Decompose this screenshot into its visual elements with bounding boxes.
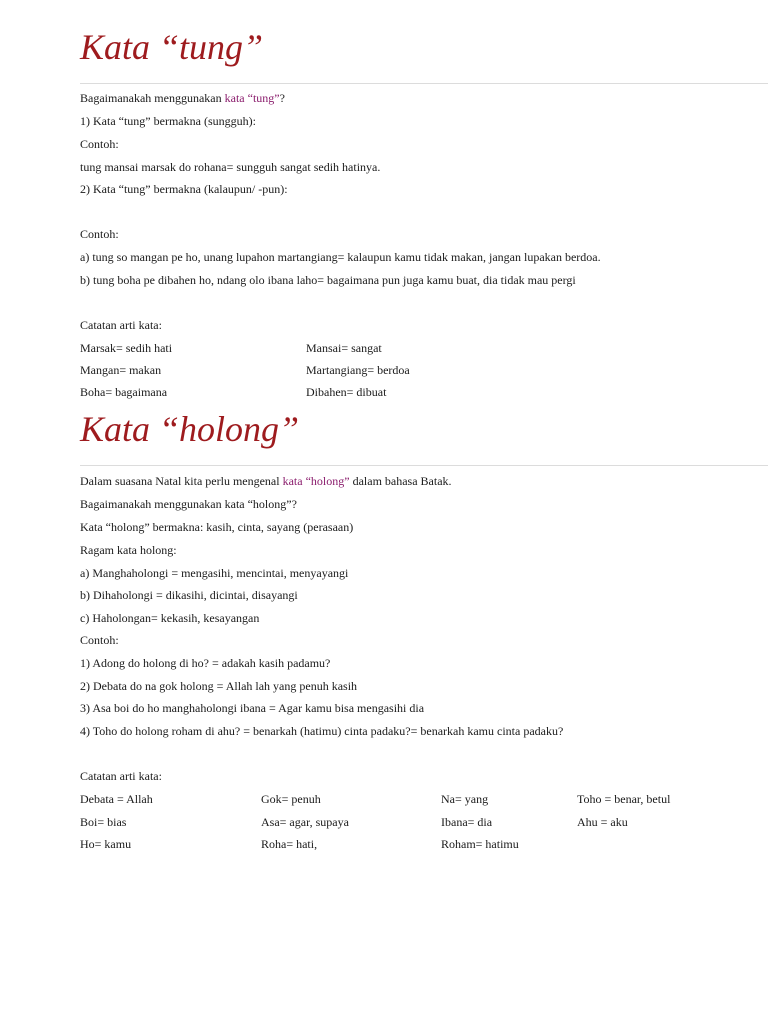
glossary-term: Dibahen= dibuat bbox=[306, 385, 387, 399]
meaning-kalaupun: 2) Kata “tung” bermakna (kalaupun/ -pun): bbox=[80, 182, 288, 196]
intro-holong bbox=[80, 474, 452, 488]
section-title-tung: Kata “tung” bbox=[80, 27, 264, 67]
question-holong: Bagaimanakah menggunakan kata “holong”? bbox=[80, 497, 297, 511]
glossary-term: Ahu = aku bbox=[577, 815, 628, 829]
glossary-term: Toho = benar, betul bbox=[577, 792, 671, 806]
section-title-holong: Kata “holong” bbox=[80, 409, 300, 449]
example-2: 2) Debata do na gok holong = Allah lah yang penuh kasih bbox=[80, 679, 358, 693]
glossary-term: Asa= agar, supaya bbox=[261, 815, 349, 829]
intro-text-end: dalam bahasa Batak. bbox=[349, 474, 452, 488]
glossary-term: Debata = Allah bbox=[80, 792, 153, 806]
contoh-label: Contoh: bbox=[80, 137, 119, 151]
example-3: 3) Asa boi do ho manghaholongi ibana = Agar kamu bisa mengasihi dia bbox=[80, 701, 425, 715]
meaning-holong: Kata “holong” bermakna: kasih, cinta, sayang (perasaan) bbox=[80, 520, 354, 534]
question-tung bbox=[80, 91, 285, 105]
glossary-term: Roha= hati, bbox=[261, 837, 318, 851]
example-a: a) tung so mangan pe ho, unang lupahon martangiang= kalaupun kamu tidak makan, jangan lupakan berdoa. bbox=[80, 250, 601, 264]
ragam-b: b) Dihaholongi = dikasihi, dicintai, disayangi bbox=[80, 588, 298, 602]
glossary-term: Roham= hatimu bbox=[441, 837, 519, 851]
glossary-term: Na= yang bbox=[441, 792, 489, 806]
glossary-term: Mansai= sangat bbox=[306, 341, 382, 355]
example-4: 4) Toho do holong roham di ahu? = benarkah (hatimu) cinta padaku?= benarkah kamu cinta padaku? bbox=[80, 724, 564, 738]
ragam-a: a) Manghaholongi = mengasihi, mencintai, menyayangi bbox=[80, 566, 349, 580]
example-1: 1) Adong do holong di ho? = adakah kasih padamu? bbox=[80, 656, 331, 670]
glossary-term: Marsak= sedih hati bbox=[80, 341, 173, 355]
kata-tung-link[interactable]: kata “tung” bbox=[224, 91, 280, 105]
glossary-term: Ibana= dia bbox=[441, 815, 493, 829]
contoh-label: Contoh: bbox=[80, 227, 119, 241]
intro-text: Dalam suasana Natal kita perlu mengenal bbox=[80, 474, 283, 488]
example-sungguh: tung mansai marsak do rohana= sungguh sangat sedih hatinya. bbox=[80, 160, 381, 174]
ragam-c: c) Haholongan= kekasih, kesayangan bbox=[80, 611, 260, 625]
question-mark: ? bbox=[279, 91, 285, 105]
contoh-label: Contoh: bbox=[80, 633, 119, 647]
ragam-heading: Ragam kata holong: bbox=[80, 543, 177, 557]
glossary-term: Gok= penuh bbox=[261, 792, 321, 806]
glossary-term: Ho= kamu bbox=[80, 837, 132, 851]
example-b: b) tung boha pe dibahen ho, ndang olo ibana laho= bagaimana pun juga kamu buat, dia tidak mau pergi bbox=[80, 273, 576, 287]
kata-holong-link[interactable]: kata “holong” bbox=[282, 474, 350, 488]
section-divider bbox=[80, 83, 768, 84]
catatan-heading: Catatan arti kata: bbox=[80, 318, 162, 332]
glossary-term: Mangan= makan bbox=[80, 363, 162, 377]
section-divider bbox=[80, 465, 768, 466]
glossary-term: Boi= bias bbox=[80, 815, 127, 829]
glossary-term: Boha= bagaimana bbox=[80, 385, 168, 399]
catatan-heading: Catatan arti kata: bbox=[80, 769, 162, 783]
glossary-term: Martangiang= berdoa bbox=[306, 363, 410, 377]
meaning-sungguh: 1) Kata “tung” bermakna (sungguh): bbox=[80, 114, 256, 128]
question-text: Bagaimanakah menggunakan bbox=[80, 91, 225, 105]
